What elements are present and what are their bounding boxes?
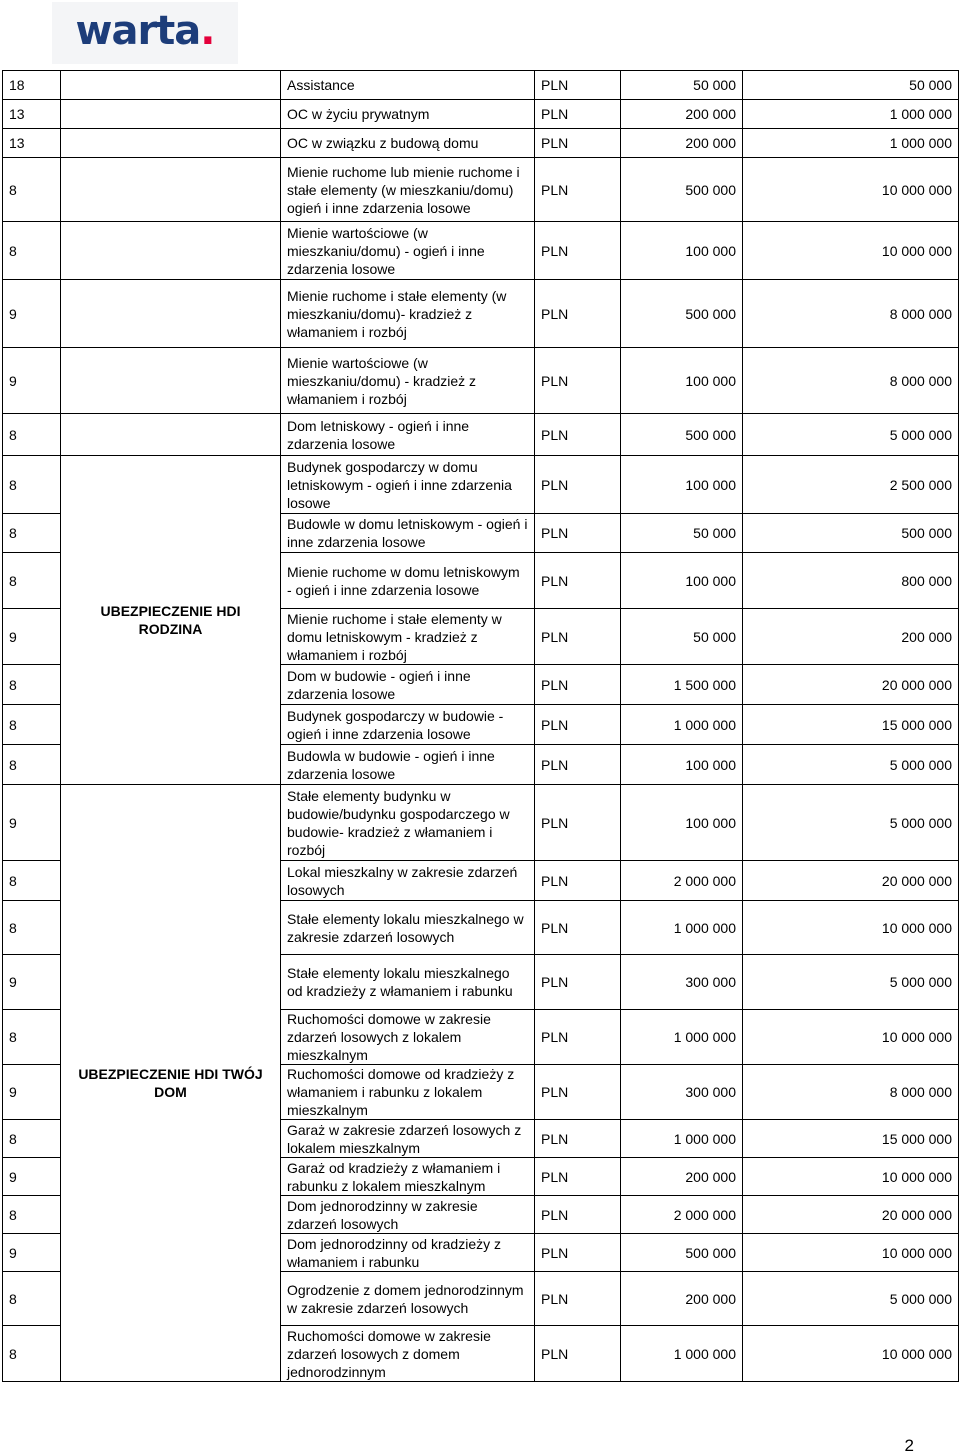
- coverage-description-cell: Mienie wartościowe (w mieszkaniu/domu) - ogień i inne zdarzenia losowe: [281, 222, 535, 280]
- product-cell: [61, 158, 281, 222]
- currency-cell: PLN: [535, 955, 621, 1010]
- coverage-description-cell: Stałe elementy lokalu mieszkalnego od kradzieży z włamaniem i rabunku: [281, 955, 535, 1010]
- currency-cell: PLN: [535, 456, 621, 514]
- sum-insured-cell: 300 000: [621, 1065, 743, 1120]
- currency-cell: PLN: [535, 609, 621, 665]
- sum-insured-cell: 1 000 000: [621, 705, 743, 745]
- coverage-description-cell: Dom w budowie - ogień i inne zdarzenia losowe: [281, 665, 535, 705]
- risk-code-cell: 9: [3, 1065, 61, 1120]
- currency-cell: PLN: [535, 100, 621, 129]
- limit-cell: 15 000 000: [743, 705, 959, 745]
- table-row: [3, 348, 959, 414]
- limit-cell: 5 000 000: [743, 1272, 959, 1326]
- coverage-description-cell: Dom letniskowy - ogień i inne zdarzenia losowe: [281, 414, 535, 456]
- limit-cell: 10 000 000: [743, 901, 959, 955]
- risk-code-cell: 8: [3, 514, 61, 553]
- coverage-description-cell: Ruchomości domowe w zakresie zdarzeń losowych z lokalem mieszkalnym: [281, 1010, 535, 1065]
- currency-cell: PLN: [535, 1010, 621, 1065]
- currency-cell: PLN: [535, 158, 621, 222]
- risk-code-cell: 18: [3, 71, 61, 100]
- risk-code-cell: 13: [3, 100, 61, 129]
- risk-code-cell: 8: [3, 901, 61, 955]
- currency-cell: PLN: [535, 129, 621, 158]
- coverage-description-cell: Mienie ruchome w domu letniskowym - ogień i inne zdarzenia losowe: [281, 553, 535, 609]
- risk-code-cell: 8: [3, 745, 61, 785]
- currency-cell: PLN: [535, 745, 621, 785]
- sum-insured-cell: 200 000: [621, 100, 743, 129]
- sum-insured-cell: 200 000: [621, 1272, 743, 1326]
- limit-cell: 15 000 000: [743, 1120, 959, 1158]
- logo-wordmark: warta.: [75, 8, 215, 54]
- limit-cell: 10 000 000: [743, 1234, 959, 1272]
- sum-insured-cell: 500 000: [621, 414, 743, 456]
- currency-cell: PLN: [535, 861, 621, 901]
- limit-cell: 5 000 000: [743, 955, 959, 1010]
- sum-insured-cell: 200 000: [621, 129, 743, 158]
- currency-cell: PLN: [535, 1234, 621, 1272]
- coverage-description-cell: Garaż w zakresie zdarzeń losowych z lokalem mieszkalnym: [281, 1120, 535, 1158]
- coverage-description-cell: Dom jednorodzinny w zakresie zdarzeń losowych: [281, 1196, 535, 1234]
- limit-cell: 20 000 000: [743, 861, 959, 901]
- limit-cell: 1 000 000: [743, 129, 959, 158]
- limit-cell: 20 000 000: [743, 1196, 959, 1234]
- page-number: 2: [904, 1436, 914, 1455]
- currency-cell: PLN: [535, 514, 621, 553]
- coverage-description-cell: Mienie ruchome lub mienie ruchome i stałe elementy (w mieszkaniu/domu) ogień i inne zdarzenia losowe: [281, 158, 535, 222]
- product-cell: [61, 414, 281, 456]
- risk-code-cell: 13: [3, 129, 61, 158]
- risk-code-cell: 8: [3, 1010, 61, 1065]
- coverage-description-cell: Ruchomości domowe od kradzieży z włamaniem i rabunku z lokalem mieszkalnym: [281, 1065, 535, 1120]
- risk-code-cell: 9: [3, 785, 61, 861]
- coverage-description-cell: Lokal mieszkalny w zakresie zdarzeń losowych: [281, 861, 535, 901]
- product-cell: [61, 129, 281, 158]
- sum-insured-cell: 50 000: [621, 514, 743, 553]
- sum-insured-cell: 500 000: [621, 158, 743, 222]
- risk-code-cell: 8: [3, 414, 61, 456]
- coverage-description-cell: Budynek gospodarczy w domu letniskowym - ogień i inne zdarzenia losowe: [281, 456, 535, 514]
- risk-code-cell: 8: [3, 1326, 61, 1382]
- table-row: [3, 71, 959, 100]
- risk-code-cell: 8: [3, 553, 61, 609]
- sum-insured-cell: 300 000: [621, 955, 743, 1010]
- table-row: [3, 100, 959, 129]
- sum-insured-cell: 100 000: [621, 553, 743, 609]
- sum-insured-cell: 100 000: [621, 745, 743, 785]
- product-cell: [61, 100, 281, 129]
- limit-cell: 2 500 000: [743, 456, 959, 514]
- risk-code-cell: 8: [3, 222, 61, 280]
- limit-cell: 10 000 000: [743, 222, 959, 280]
- risk-code-cell: 8: [3, 861, 61, 901]
- risk-code-cell: 9: [3, 280, 61, 348]
- coverage-description-cell: OC w życiu prywatnym: [281, 100, 535, 129]
- limit-cell: 8 000 000: [743, 280, 959, 348]
- product-cell: [61, 222, 281, 280]
- risk-code-cell: 9: [3, 955, 61, 1010]
- sum-insured-cell: 2 000 000: [621, 861, 743, 901]
- coverage-description-cell: Mienie ruchome i stałe elementy (w mieszkaniu/domu)- kradzież z włamaniem i rozbój: [281, 280, 535, 348]
- limit-cell: 8 000 000: [743, 348, 959, 414]
- risk-code-cell: 8: [3, 158, 61, 222]
- risk-code-cell: 9: [3, 1158, 61, 1196]
- sum-insured-cell: 1 000 000: [621, 1010, 743, 1065]
- limit-cell: 8 000 000: [743, 1065, 959, 1120]
- coverage-description-cell: Budynek gospodarczy w budowie - ogień i inne zdarzenia losowe: [281, 705, 535, 745]
- sum-insured-cell: 100 000: [621, 348, 743, 414]
- currency-cell: PLN: [535, 901, 621, 955]
- currency-cell: PLN: [535, 553, 621, 609]
- coverage-description-cell: Ogrodzenie z domem jednorodzinnym w zakresie zdarzeń losowych: [281, 1272, 535, 1326]
- limit-cell: 10 000 000: [743, 1010, 959, 1065]
- coverage-table: [2, 70, 959, 1382]
- limit-cell: 200 000: [743, 609, 959, 665]
- product-group-cell: UBEZPIECZENIE HDI TWÓJ DOM: [61, 785, 281, 1382]
- coverage-description-cell: Assistance: [281, 71, 535, 100]
- coverage-description-cell: OC w związku z budową domu: [281, 129, 535, 158]
- risk-code-cell: 8: [3, 1196, 61, 1234]
- risk-code-cell: 8: [3, 456, 61, 514]
- coverage-description-cell: Garaż od kradzieży z włamaniem i rabunku z lokalem mieszkalnym: [281, 1158, 535, 1196]
- sum-insured-cell: 1 500 000: [621, 665, 743, 705]
- table-row: [3, 414, 959, 456]
- limit-cell: 20 000 000: [743, 665, 959, 705]
- limit-cell: 5 000 000: [743, 785, 959, 861]
- risk-code-cell: 8: [3, 705, 61, 745]
- coverage-description-cell: Budowle w domu letniskowym - ogień i inne zdarzenia losowe: [281, 514, 535, 553]
- risk-code-cell: 8: [3, 665, 61, 705]
- sum-insured-cell: 50 000: [621, 71, 743, 100]
- sum-insured-cell: 100 000: [621, 456, 743, 514]
- currency-cell: PLN: [535, 1272, 621, 1326]
- currency-cell: PLN: [535, 1158, 621, 1196]
- table-row: [3, 129, 959, 158]
- currency-cell: PLN: [535, 71, 621, 100]
- coverage-description-cell: Mienie ruchome i stałe elementy w domu letniskowym - kradzież z włamaniem i rozbój: [281, 609, 535, 665]
- currency-cell: PLN: [535, 1196, 621, 1234]
- sum-insured-cell: 100 000: [621, 785, 743, 861]
- limit-cell: 500 000: [743, 514, 959, 553]
- currency-cell: PLN: [535, 222, 621, 280]
- sum-insured-cell: 500 000: [621, 280, 743, 348]
- currency-cell: PLN: [535, 705, 621, 745]
- risk-code-cell: 8: [3, 1272, 61, 1326]
- currency-cell: PLN: [535, 414, 621, 456]
- coverage-description-cell: Ruchomości domowe w zakresie zdarzeń losowych z domem jednorodzinnym: [281, 1326, 535, 1382]
- table-row: [3, 158, 959, 222]
- currency-cell: PLN: [535, 785, 621, 861]
- limit-cell: 800 000: [743, 553, 959, 609]
- risk-code-cell: 9: [3, 1234, 61, 1272]
- coverage-description-cell: Dom jednorodzinny od kradzieży z włamaniem i rabunku: [281, 1234, 535, 1272]
- risk-code-cell: 8: [3, 1120, 61, 1158]
- sum-insured-cell: 1 000 000: [621, 1120, 743, 1158]
- currency-cell: PLN: [535, 1120, 621, 1158]
- product-cell: [61, 71, 281, 100]
- currency-cell: PLN: [535, 280, 621, 348]
- sum-insured-cell: 1 000 000: [621, 901, 743, 955]
- sum-insured-cell: 200 000: [621, 1158, 743, 1196]
- coverage-description-cell: Stałe elementy budynku w budowie/budynku gospodarczego w budowie- kradzież z włamaniem i rozbój: [281, 785, 535, 861]
- limit-cell: 5 000 000: [743, 745, 959, 785]
- sum-insured-cell: 1 000 000: [621, 1326, 743, 1382]
- sum-insured-cell: 500 000: [621, 1234, 743, 1272]
- currency-cell: PLN: [535, 665, 621, 705]
- risk-code-cell: 9: [3, 609, 61, 665]
- limit-cell: 50 000: [743, 71, 959, 100]
- currency-cell: PLN: [535, 1065, 621, 1120]
- table-row: [3, 222, 959, 280]
- limit-cell: 1 000 000: [743, 100, 959, 129]
- currency-cell: PLN: [535, 348, 621, 414]
- sum-insured-cell: 50 000: [621, 609, 743, 665]
- risk-code-cell: 9: [3, 348, 61, 414]
- table-row: [3, 785, 959, 861]
- coverage-description-cell: Stałe elementy lokalu mieszkalnego w zakresie zdarzeń losowych: [281, 901, 535, 955]
- table-row: [3, 280, 959, 348]
- sum-insured-cell: 100 000: [621, 222, 743, 280]
- limit-cell: 10 000 000: [743, 1326, 959, 1382]
- product-cell: [61, 280, 281, 348]
- coverage-description-cell: Mienie wartościowe (w mieszkaniu/domu) - kradzież z włamaniem i rozbój: [281, 348, 535, 414]
- table-row: [3, 456, 959, 514]
- currency-cell: PLN: [535, 1326, 621, 1382]
- limit-cell: 10 000 000: [743, 1158, 959, 1196]
- sum-insured-cell: 2 000 000: [621, 1196, 743, 1234]
- limit-cell: 10 000 000: [743, 158, 959, 222]
- product-group-cell: UBEZPIECZENIE HDI RODZINA: [61, 456, 281, 785]
- product-cell: [61, 348, 281, 414]
- limit-cell: 5 000 000: [743, 414, 959, 456]
- coverage-description-cell: Budowla w budowie - ogień i inne zdarzenia losowe: [281, 745, 535, 785]
- warta-logo: [52, 2, 238, 64]
